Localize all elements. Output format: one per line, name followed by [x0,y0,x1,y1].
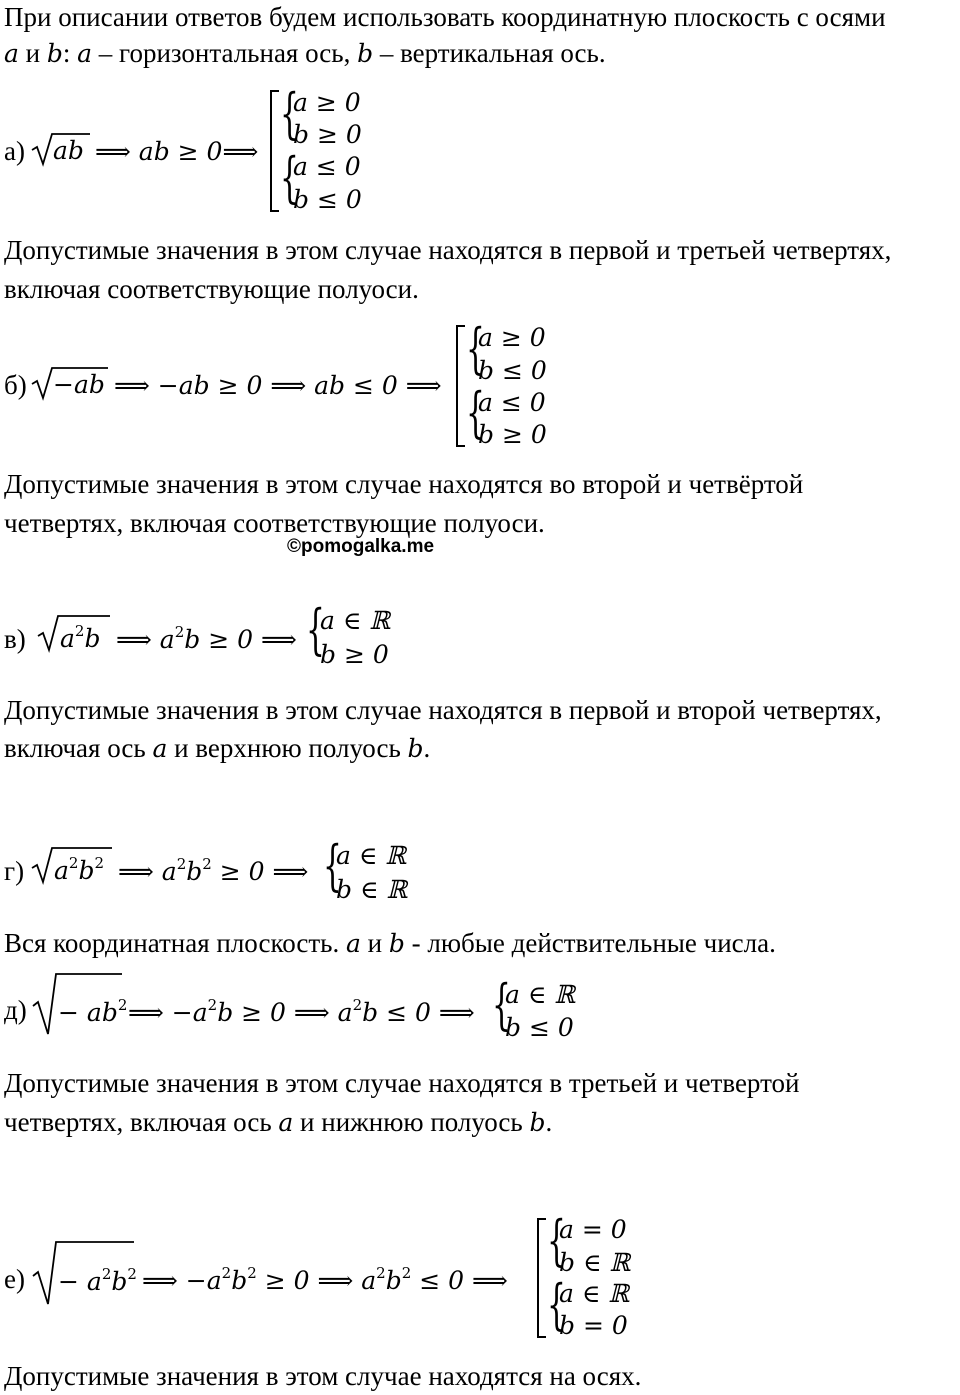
part-d-note-1: Допустимые значения в этом случае находятся в третьей и четвертой [4,1068,800,1098]
part-v-radical: $a^2b$ [36,610,112,654]
part-d-note-2: четвертях, включая ось a и нижнюю полуось b. [4,1107,553,1137]
part-e-sys-1: a = 0 [559,1215,627,1244]
part-b-sys-2: b ≤ 0 [478,356,547,385]
part-v-note-2: включая ось a и верхнюю полуось b. [4,733,431,763]
part-e-chain: ⟹ $-a^2b^2 \ge 0$ ⟹ $a^2b^2 \le 0$ ⟹ [142,1264,508,1295]
part-a-sys-4: b ≤ 0 [293,185,362,214]
part-b-brace-1: { [466,317,485,380]
part-g-label: г) [4,856,25,886]
part-b-chain: ⟹ −ab ≥ 0 ⟹ ab ≤ 0 ⟹ [114,371,442,400]
part-d-label: д) [4,995,27,1025]
part-e-sys-2: b ∈ ℝ [559,1248,631,1277]
part-a-brace-1: { [280,82,299,145]
part-v-brace: { [306,598,325,661]
part-v-sys-1: a ∈ ℝ [320,606,391,635]
part-e-note: Допустимые значения в этом случае находятся на осях. [4,1361,642,1391]
part-e-bracket [537,1218,546,1338]
part-v-sys-2: b ≥ 0 [320,640,389,669]
part-a-note-2: включая соответствующие полуоси. [4,274,419,304]
part-d-radical: − $ab^2$ [30,968,122,1036]
part-v-label: в) [4,624,26,654]
part-d-chain: ⟹ $-a^2b \ge 0$ ⟹ $a^2b \le 0$ ⟹ [128,996,475,1027]
part-b-sys-1: a ≥ 0 [478,323,546,352]
part-g-sys-1: a ∈ ℝ [336,841,407,870]
part-e-label: е) [4,1264,25,1294]
part-a-sys-3: a ≤ 0 [293,152,361,181]
watermark: ©pomogalka.me [287,536,435,557]
part-a-bracket [270,90,279,212]
part-e-sys-3: a ∈ ℝ [559,1279,630,1308]
part-g-sys-2: b ∈ ℝ [336,875,408,904]
part-e-brace-2: { [547,1273,566,1336]
part-v-note-1: Допустимые значения в этом случае находятся в первой и второй четвертях, [4,695,882,725]
part-a-chain: ⟹ ab ≥ 0⟹ [95,137,259,166]
part-b-label: б) [4,370,27,400]
part-g-brace: { [323,834,342,897]
part-g-note: Вся координатная плоскость. a и b - любые действительные числа. [4,928,776,958]
part-d-sys-1: a ∈ ℝ [505,980,576,1009]
intro-line-1: При описании ответов будем использовать координатную плоскость с осями [4,2,886,32]
part-b-note-2: четвертях, включая соответствующие полуоси. [4,508,545,538]
intro-line-2: a и b: a – горизонтальная ось, b – вертикальная ось. [4,38,606,68]
part-a-label: а) [4,136,25,166]
part-b-sys-4: b ≥ 0 [478,420,547,449]
part-b-sys-3: a ≤ 0 [478,388,546,417]
part-a-radical: ab [30,128,90,168]
part-e-sys-4: b = 0 [559,1311,628,1340]
part-a-note-1: Допустимые значения в этом случае находятся в первой и третьей четвертях, [4,235,892,265]
part-g-radical: $a^2b^2$ [30,842,112,886]
part-v-chain: ⟹ $a^2b \ge 0$ ⟹ [116,623,297,654]
part-b-brace-2: { [466,381,485,444]
part-b-radical: −ab [30,362,110,402]
part-g-chain: ⟹ $a^2b^2 \ge 0$ ⟹ [118,855,309,886]
part-b-note-1: Допустимые значения в этом случае находятся во второй и четвёртой [4,469,804,499]
part-b-bracket [456,325,465,447]
part-d-brace: { [492,973,511,1036]
part-a-brace-2: { [280,146,299,209]
part-e-radical: − $a^2b^2$ [30,1236,136,1306]
part-a-sys-1: a ≥ 0 [293,88,361,117]
part-e-brace-1: { [547,1209,566,1272]
part-d-sys-2: b ≤ 0 [505,1013,574,1042]
part-a-sys-2: b ≥ 0 [293,120,362,149]
